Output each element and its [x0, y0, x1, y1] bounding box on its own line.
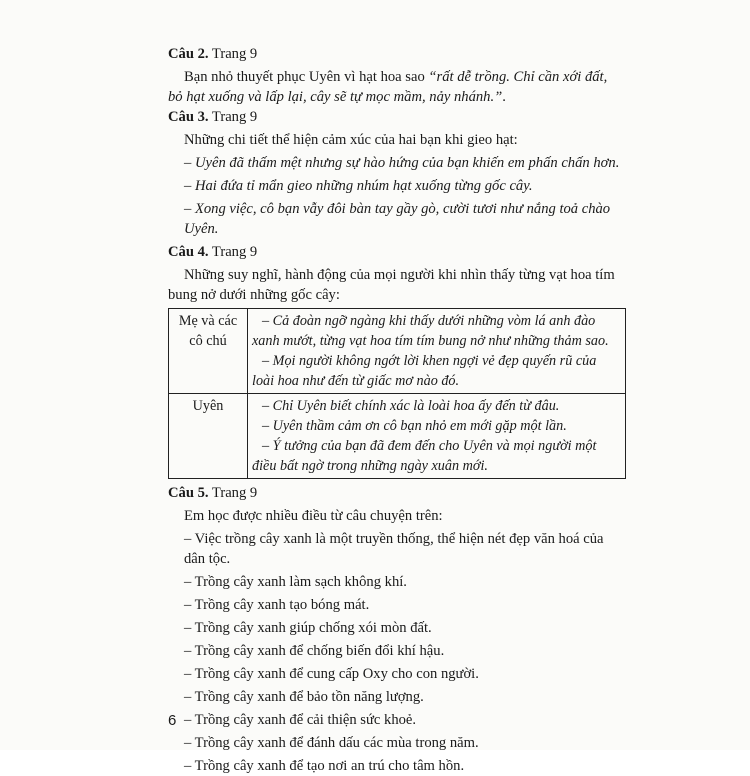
q5-intro: Em học được nhiều điều từ câu chuyện trên:: [184, 508, 443, 524]
q3-intro: Những chi tiết thể hiện cảm xúc của hai bạn khi gieo hạt:: [184, 132, 518, 148]
q5-heading-page: Trang 9: [208, 485, 258, 501]
q4-heading: [168, 242, 623, 262]
q5-item: – Việc trồng cây xanh là một truyền thống, thể hiện nét đẹp văn hoá của dân tộc.: [184, 531, 604, 567]
q4-intro: Những suy nghĩ, hành động của mọi người khi nhìn thấy từng vạt hoa tím bung nở dưới những gốc cây:: [168, 267, 615, 303]
table-item: – Uyên thầm cảm ơn cô bạn nhỏ em mới gặp một lần.: [262, 418, 567, 434]
q3-heading-page: Trang 9: [208, 109, 258, 125]
q5-item: – Trồng cây xanh để cải thiện sức khoẻ.: [184, 712, 417, 728]
table-cell-description: [248, 309, 626, 394]
q2-end: .: [502, 89, 506, 105]
q3-heading-label: Câu 3.: [168, 109, 209, 125]
q2-answer: [168, 67, 623, 107]
table-item: – Chỉ Uyên biết chính xác là loài hoa ấy đến từ đâu.: [262, 398, 560, 414]
q3-heading: [168, 107, 623, 127]
q5-item: – Trồng cây xanh để cung cấp Oxy cho con người.: [184, 666, 479, 682]
table-item: – Ý tưởng của bạn đã đem đến cho Uyên và mọi người một điều bất ngờ trong những ngày xuân mới.: [252, 438, 597, 474]
q3-item: – Xong việc, cô bạn vẫy đôi bàn tay gầy gò, cười tươi như nắng toả chào Uyên.: [184, 201, 611, 237]
q3-item: – Uyên đã thấm mệt nhưng sự hào hứng của bạn khiến em phấn chấn hơn.: [184, 155, 620, 171]
q5-heading-label: Câu 5.: [168, 485, 209, 501]
q2-heading-label: Câu 2.: [168, 46, 209, 62]
q5-item: – Trồng cây xanh làm sạch không khí.: [184, 574, 407, 590]
q5-item: – Trồng cây xanh để chống biến đổi khí hậu.: [184, 643, 445, 659]
table-item: – Mọi người không ngớt lời khen ngợi vẻ đẹp quyến rũ của loài hoa như đến từ giấc mơ nào đó.: [252, 353, 597, 389]
q5-item: – Trồng cây xanh để bảo tồn năng lượng.: [184, 689, 424, 705]
page-number: 6: [168, 712, 177, 729]
table-row: [169, 394, 626, 479]
q3-item: – Hai đứa tỉ mẩn gieo những nhúm hạt xuống từng gốc cây.: [184, 178, 533, 194]
table-item: – Cả đoàn ngỡ ngàng khi thấy dưới những vòm lá anh đào xanh mướt, từng vạt hoa tím tím bung nở như những thảm sao.: [252, 313, 609, 349]
q5-item: – Trồng cây xanh để tạo nơi an trú cho tâm hồn.: [184, 758, 465, 774]
q4-heading-page: Trang 9: [208, 244, 258, 260]
q2-intro: Bạn nhỏ thuyết phục Uyên vì hạt hoa sao: [184, 69, 429, 85]
q5-item: – Trồng cây xanh giúp chống xói mòn đất.: [184, 620, 432, 636]
table-cell-description: [248, 394, 626, 479]
table-cell-who: Mẹ và các cô chú: [169, 309, 248, 394]
q5-item: – Trồng cây xanh để đánh dấu các mùa trong năm.: [184, 735, 479, 751]
q2-heading: [168, 44, 623, 64]
q2-quote: “rất dễ trồng. Chỉ cần xới đất, bỏ hạt xuống và lấp lại, cây sẽ tự mọc mầm, nảy nhánh.”: [168, 69, 608, 105]
table-row: [169, 309, 626, 394]
q2-heading-page: Trang 9: [208, 46, 258, 62]
q4-comparison-table: [168, 308, 626, 479]
q4-heading-label: Câu 4.: [168, 244, 209, 260]
page-content: [168, 44, 623, 776]
table-cell-who: Uyên: [169, 394, 248, 479]
q5-item: – Trồng cây xanh tạo bóng mát.: [184, 597, 370, 613]
q5-heading: [168, 483, 623, 503]
